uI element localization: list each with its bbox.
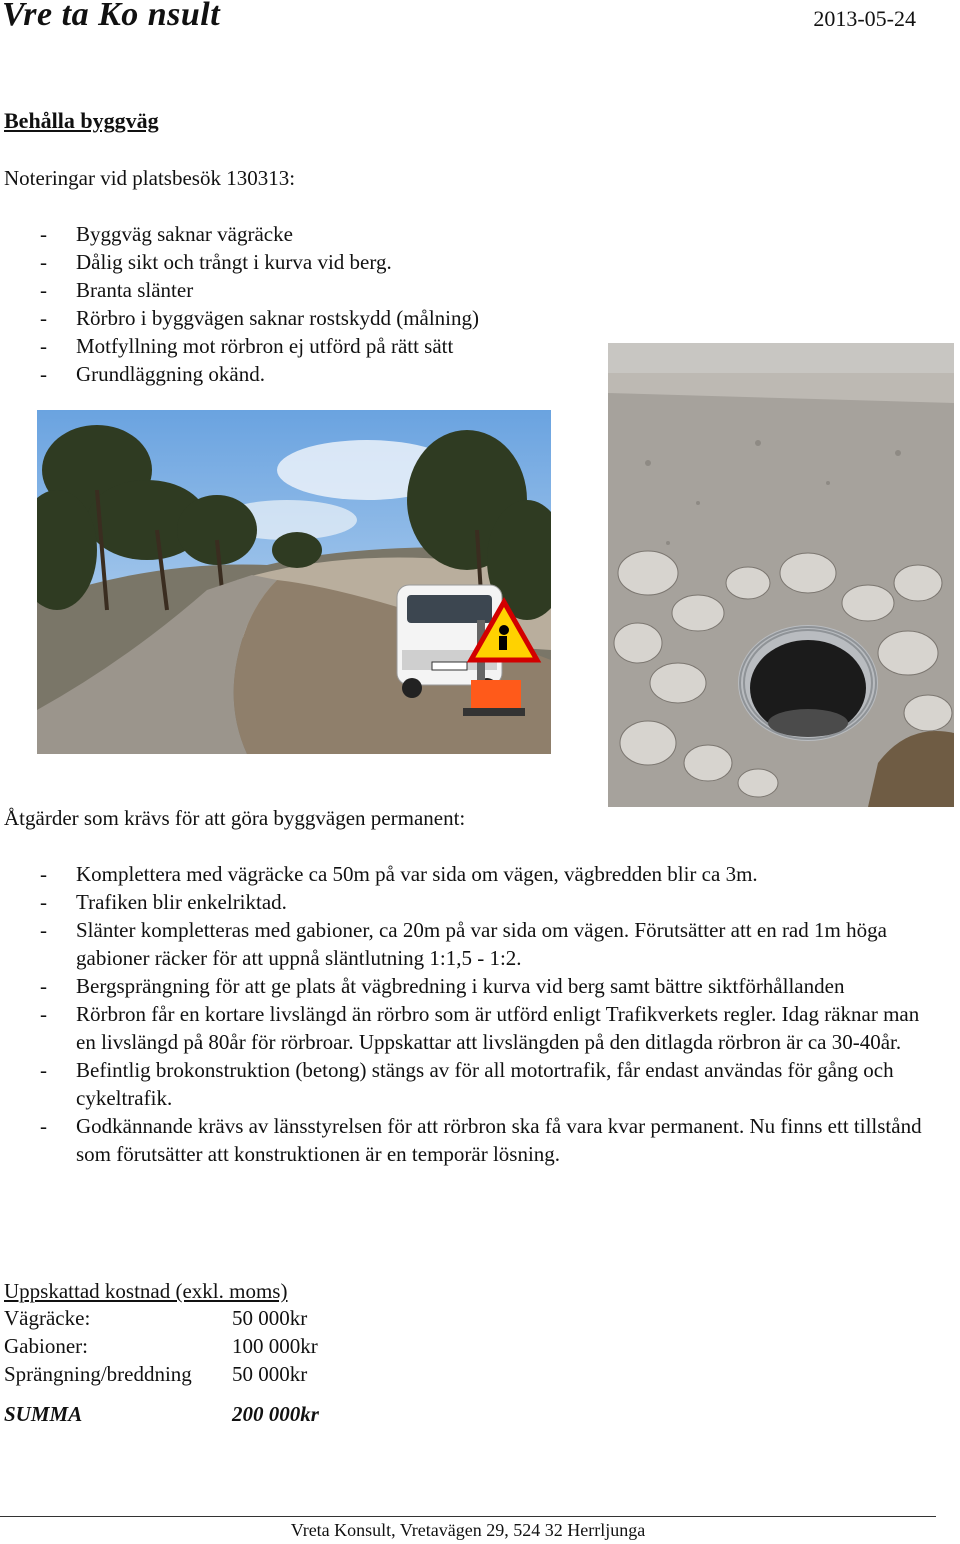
list-item: - Trafiken blir enkelriktad. (4, 888, 934, 916)
footer-divider (0, 1516, 936, 1517)
cost-label: Sprängning/breddning (4, 1362, 192, 1386)
actions-heading: Åtgärder som krävs för att göra byggvägen permanent: (4, 806, 466, 830)
list-item: - Rörbro i byggvägen saknar rostskydd (målning) (4, 304, 479, 332)
list-item: - Dålig sikt och trångt i kurva vid berg. (4, 248, 479, 276)
actions-list (4, 860, 934, 1168)
section-title: Behålla byggväg (4, 108, 159, 133)
cost-heading: Uppskattad kostnad (exkl. moms) (4, 1279, 288, 1303)
cost-value: 50 000kr (232, 1362, 308, 1386)
cost-value: 100 000kr (232, 1334, 318, 1358)
total-label: SUMMA (4, 1402, 83, 1426)
cost-label: Gabioner: (4, 1334, 88, 1358)
footer-address: Vreta Konsult, Vretavägen 29, 524 32 Herrljunga (290, 1520, 646, 1540)
list-item: - Slänter kompletteras med gabioner, ca 20m på var sida om vägen. Förutsätter att en rad 1m höga gabioner räcker för att uppnå släntlutning 1:1,5 - 1:2. (4, 916, 934, 972)
total-row (4, 1388, 319, 1428)
table-row (4, 1360, 319, 1388)
list-item: - Komplettera med vägräcke ca 50m på var sida om vägen, vägbredden blir ca 3m. (4, 860, 934, 888)
company-logo: Vre ta Ko nsult (2, 0, 221, 33)
cost-table (4, 1304, 319, 1428)
notes-heading: Noteringar vid platsbesök 130313: (4, 166, 296, 190)
cost-label: Vägräcke: (4, 1306, 91, 1330)
table-row (4, 1332, 319, 1360)
cost-value: 50 000kr (232, 1306, 308, 1330)
list-item: - Byggväg saknar vägräcke (4, 220, 479, 248)
table-row (4, 1304, 319, 1332)
total-value: 200 000kr (232, 1402, 319, 1426)
list-item: - Bergsprängning för att ge plats åt vägbredning i kurva vid berg samt bättre siktförhållanden (4, 972, 934, 1000)
list-item: - Grundläggning okänd. (4, 360, 479, 388)
road-photo (37, 410, 551, 754)
document-date: 2013-05-24 (813, 6, 916, 31)
list-item: - Branta slänter (4, 276, 479, 304)
notes-list (4, 220, 479, 388)
culvert-photo (608, 343, 954, 807)
list-item: - Motfyllning mot rörbron ej utförd på rätt sätt (4, 332, 479, 360)
list-item: - Godkännande krävs av länsstyrelsen för att rörbron ska få vara kvar permanent. Nu finns ett tillstånd som förutsätter att konstruktionen är en temporär lösning. (4, 1112, 934, 1168)
list-item: - Rörbron får en kortare livslängd än rörbro som är utförd enligt Trafikverkets regler. Idag räknar man en livslängd på 80år för rörbroar. Uppskattar att livslängden på den ditlagda rörbron är ca 30-40år. (4, 1000, 934, 1056)
list-item: - Befintlig brokonstruktion (betong) stängs av för all motortrafik, får endast användas för gång och cykeltrafik. (4, 1056, 934, 1112)
